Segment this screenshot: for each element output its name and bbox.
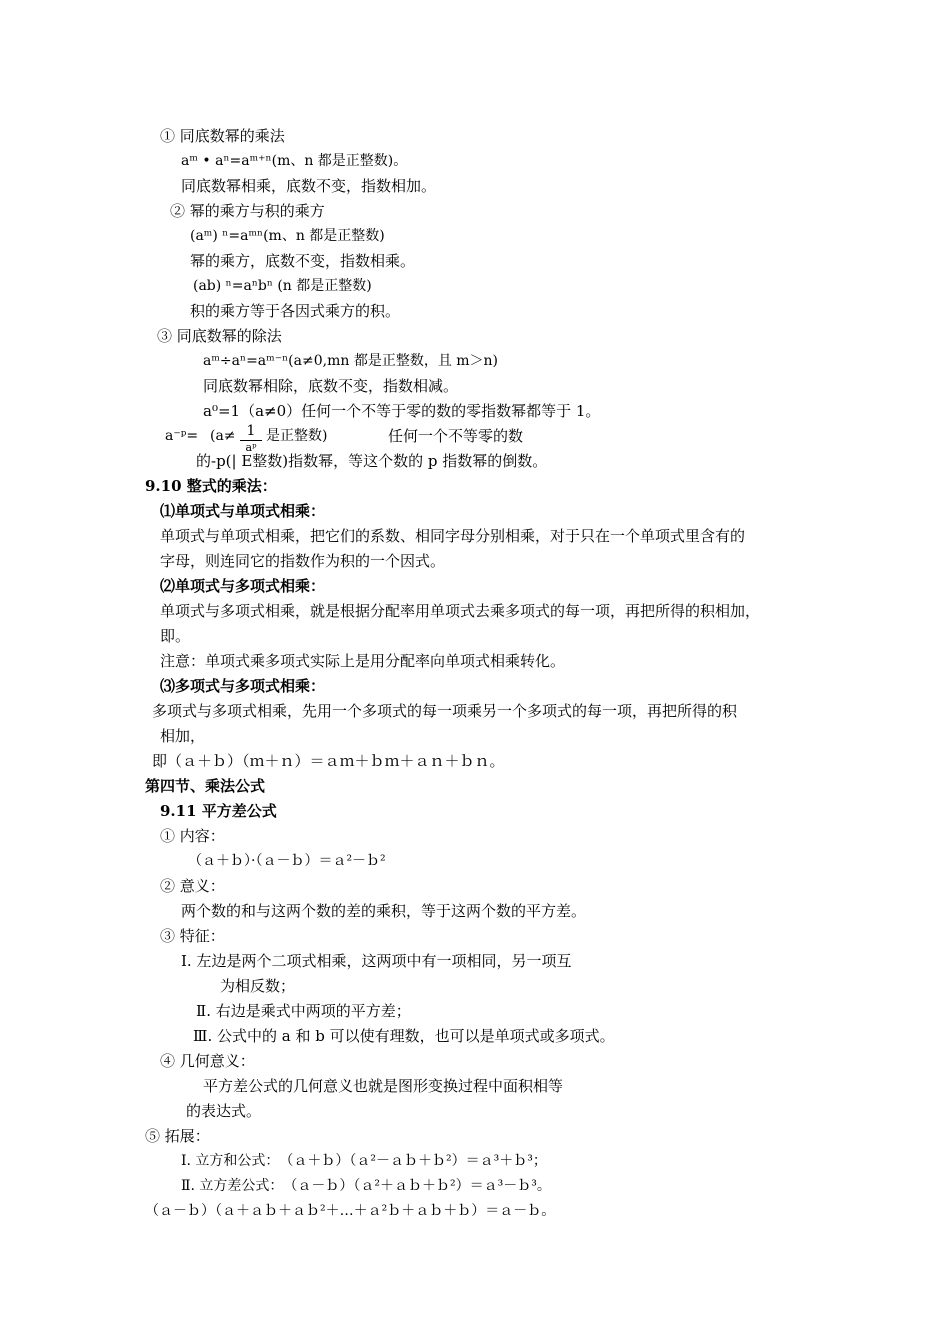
- fraction-denominator: aᵖ: [245, 441, 257, 454]
- formula-difference-of-cubes: Ⅱ. 立方差公式： （ａ－ｂ）（ａ²＋ａｂ＋ｂ²）＝ａ³－ｂ³。: [181, 1178, 551, 1194]
- paragraph-monomial-times-monomial-2: 字母，则连同它的指数作为积的一个因式。: [160, 552, 446, 570]
- formula-same-base-division: aᵐ÷aⁿ=aᵐ⁻ⁿ(a≠0,mn 都是正整数，且 m＞n): [203, 353, 499, 369]
- formula-same-base-multiplication: aᵐ • aⁿ=aᵐ⁺ⁿ(m、n 都是正整数)。: [181, 153, 408, 169]
- paragraph-monomial-times-polynomial-1: 单项式与多项式相乘，就是根据分配率用单项式去乘多项式的每一项，再把所得的积相加，: [160, 602, 761, 620]
- formula-difference-of-squares: （ａ＋ｂ）·（ａ－ｂ）＝ａ²－ｂ²: [188, 853, 386, 869]
- item-geometric-meaning: ④ 几何意义：: [160, 1052, 255, 1070]
- rule-power-of-power: 幂的乘方，底数不变，指数相乘。: [190, 252, 416, 270]
- paragraph-monomial-times-monomial-1: 单项式与单项式相乘，把它们的系数、相同字母分别相乘，对于只在一个单项式里含有的: [160, 527, 746, 545]
- rule-same-base-division: 同底数幂相除，底数不变，指数相减。: [203, 377, 459, 395]
- feature-two: Ⅱ. 右边是乘式中两项的平方差；: [196, 1002, 411, 1020]
- formula-zero-exponent: a⁰=1（a≠0）任何一个不等于零的数的零指数幂都等于 1。: [203, 402, 601, 420]
- paragraph-polynomial-times-polynomial-2: 相加，: [160, 727, 206, 745]
- rule-negative-exponent-part2: 的-p(| E整数)指数幂，等这个数的 p 指数幂的倒数。: [196, 452, 548, 470]
- formula-polynomial-times-polynomial: 即（ａ＋ｂ）（ｍ＋ｎ）＝ａｍ＋ｂｍ＋ａｎ＋ｂｎ。: [152, 752, 505, 770]
- formula-negative-exponent-condition: (a≠: [210, 428, 236, 444]
- chapter-heading-multiplication-formulas: 第四节、乘法公式: [145, 777, 266, 795]
- formula-sum-of-cubes: Ⅰ. 立方和公式： （ａ＋ｂ）（ａ²－ａｂ＋ｂ²）＝ａ³＋ｂ³；: [181, 1153, 547, 1169]
- item-extension: ⑤ 拓展：: [145, 1127, 210, 1145]
- subheading-monomial-times-polynomial: ⑵单项式与多项式相乘：: [160, 577, 326, 595]
- formula-negative-exponent-condition-end: 是正整数): [266, 428, 328, 444]
- formula-negative-exponent-lhs: a⁻ᵖ=: [165, 428, 199, 444]
- fraction-numerator: 1: [246, 423, 256, 439]
- section-heading-polynomial-multiplication: 9.10 整式的乘法：: [145, 477, 277, 495]
- feature-three: Ⅲ. 公式中的 a 和 b 可以使有理数，也可以是单项式或多项式。: [193, 1027, 615, 1045]
- rule-power-of-product: 积的乘方等于各因式乘方的积。: [190, 302, 401, 320]
- text-meaning: 两个数的和与这两个数的差的乘积，等于这两个数的平方差。: [181, 902, 587, 920]
- text-geometric-meaning-1: 平方差公式的几何意义也就是图形变换过程中面积相等: [203, 1077, 564, 1095]
- item-power-of-power: ② 幂的乘方与积的乘方: [170, 202, 325, 220]
- text-geometric-meaning-2: 的表达式。: [186, 1102, 262, 1120]
- formula-power-of-power: (aᵐ) ⁿ=aᵐⁿ(m、n 都是正整数): [190, 228, 385, 244]
- paragraph-polynomial-times-polynomial-1: 多项式与多项式相乘，先用一个多项式的每一项乘另一个多项式的每一项，再把所得的积: [152, 702, 738, 720]
- item-content: ① 内容：: [160, 827, 225, 845]
- item-same-base-division: ③ 同底数幂的除法: [157, 327, 282, 345]
- subheading-polynomial-times-polynomial: ⑶多项式与多项式相乘：: [160, 677, 326, 695]
- feature-one-part2: 为相反数；: [220, 977, 296, 995]
- formula-power-of-product: (ab) ⁿ=aⁿbⁿ (n 都是正整数): [193, 278, 372, 294]
- item-features: ③ 特征：: [160, 927, 225, 945]
- item-same-base-multiplication: ① 同底数幂的乘法: [160, 127, 285, 145]
- formula-general-difference-of-powers: （ａ－ｂ）（ａ＋ａｂ＋ａｂ²＋…＋ａ²ｂ＋ａｂ＋ｂ）＝ａ－ｂ。: [145, 1203, 556, 1219]
- note-monomial-times-polynomial: 注意：单项式乘多项式实际上是用分配率向单项式相乘转化。: [160, 652, 566, 670]
- item-meaning: ② 意义：: [160, 877, 225, 895]
- feature-one-part1: Ⅰ. 左边是两个二项式相乘，这两项中有一项相同，另一项互: [181, 952, 572, 970]
- subheading-monomial-times-monomial: ⑴单项式与单项式相乘：: [160, 502, 326, 520]
- paragraph-monomial-times-polynomial-2: 即。: [160, 627, 191, 645]
- rule-same-base-multiplication: 同底数幂相乘，底数不变，指数相加。: [181, 177, 437, 195]
- section-heading-difference-of-squares: 9.11 平方差公式: [160, 802, 277, 820]
- rule-negative-exponent-part1: 任何一个不等零的数: [388, 427, 524, 445]
